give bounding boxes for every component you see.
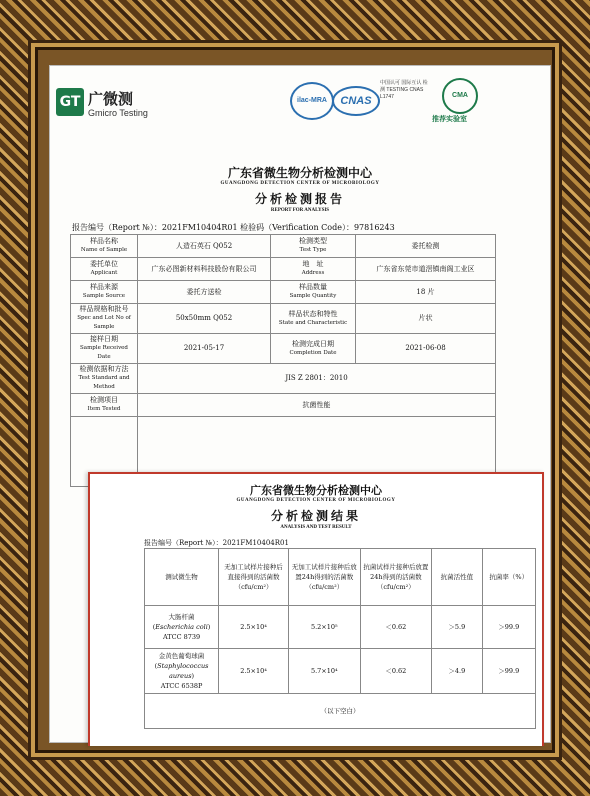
info-label: 样品规格和批号 Spec and Lot No of Sample (71, 304, 138, 334)
info-label: 样品数量 Sample Quantity (271, 281, 356, 304)
result-title-en: GUANGDONG DETECTION CENTER OF MICROBIOLOGY (236, 498, 396, 503)
result-sheet (88, 472, 544, 746)
result-header-cell: 无加工试样片接种后直接得到的活菌数（cfu/cm²） (219, 549, 289, 606)
info-value: 广东必图新材料科技股份有限公司 (138, 258, 271, 281)
info-value: 片状 (356, 304, 496, 334)
result-row (145, 649, 536, 694)
brand-name: 广微测 (88, 90, 134, 108)
result-value: ＞99.9 (482, 606, 536, 649)
info-row (71, 304, 496, 334)
result-title: 广东省微生物分析检测中心 (250, 484, 382, 497)
result-header-cell: 测试微生物 (145, 549, 219, 606)
info-row (71, 334, 496, 364)
result-value: ＜0.62 (360, 649, 432, 694)
result-value: 2.5×10⁴ (219, 649, 289, 694)
cnas-text: 中国认可 国际互认 检测 TESTING CNAS L1747 (380, 80, 428, 100)
info-label: 检测完成日期 Completion Date (271, 334, 356, 364)
info-value: 2021-06-08 (356, 334, 496, 364)
sample-info-table (70, 234, 496, 487)
blank-row (145, 694, 536, 729)
cma-label: 推荐实验室 (432, 115, 467, 123)
brand-logo: GT (56, 88, 84, 116)
microbe-name: 金黄色葡萄球菌 (Staphylococcus aureus) ATCC 6538P (145, 649, 219, 694)
info-label: 委托单位 Applicant (71, 258, 138, 281)
item-value: 抗菌性能 (138, 394, 496, 417)
info-value: 18 片 (356, 281, 496, 304)
info-row (71, 281, 496, 304)
result-header-row (145, 549, 536, 606)
method-row: 检测依据和方法 Test Standard and Method JIS Z 2801：2010 (71, 364, 496, 394)
blank-note: （以下空白） (145, 694, 536, 729)
report-subtitle-en: REPORT FOR ANALYSIS (270, 208, 330, 213)
info-value: 委托方送检 (138, 281, 271, 304)
info-label: 接样日期 Sample Received Date (71, 334, 138, 364)
info-value: 广东省东莞市道滘镇南阁工业区 (356, 258, 496, 281)
info-label: 地 址 Address (271, 258, 356, 281)
result-value: 5.7×10⁴ (289, 649, 361, 694)
brand-name-en: Gmicro Testing (88, 108, 148, 118)
result-header-cell: 无加工试样片接种后放置24h得到的活菌数（cfu/cm²） (289, 549, 361, 606)
info-value: 委托检测 (356, 235, 496, 258)
microbe-name: 大肠杆菌 (Escherichia coli) ATCC 8739 (145, 606, 219, 649)
info-label: 样品状态和特性 State and Characteristic (271, 304, 356, 334)
info-value: 人造石英石 Q052 (138, 235, 271, 258)
report-number: 报告编号（Report №）：2021FM10404R01 检验码（Verification Code）：97816243 (72, 223, 395, 232)
result-value: ＞5.9 (432, 606, 482, 649)
result-header-cell: 抗菌率（%） (482, 549, 536, 606)
result-value: 5.2×10⁵ (289, 606, 361, 649)
item-row: 检测项目 Item Tested 抗菌性能 (71, 394, 496, 417)
result-table (144, 548, 536, 729)
info-value: 50x50mm Q052 (138, 304, 271, 334)
info-label: 检测类型 Test Type (271, 235, 356, 258)
info-row (71, 235, 496, 258)
info-row (71, 258, 496, 281)
result-header-cell: 抗菌试样片接种后放置24h得到的活菌数（cfu/cm²） (360, 549, 432, 606)
result-value: ＜0.62 (360, 606, 432, 649)
report-title: 广东省微生物分析检测中心 (227, 166, 372, 180)
method-value: JIS Z 2801：2010 (138, 364, 496, 394)
report-title-en: GUANGDONG DETECTION CENTER OF MICROBIOLOGY (220, 181, 380, 186)
result-value: 2.5×10⁴ (219, 606, 289, 649)
report-subtitle: 分析检测报告 (254, 192, 345, 206)
info-label: 样品来源 Sample Source (71, 281, 138, 304)
info-value: 2021-05-17 (138, 334, 271, 364)
result-header-cell: 抗菌活性值 (432, 549, 482, 606)
result-subtitle: 分析检测结果 (270, 509, 361, 523)
ilac-mra-logo: ilac-MRA (290, 82, 334, 120)
cnas-logo: CNAS (332, 86, 380, 116)
result-report-number: 报告编号（Report №）：2021FM10404R01 (144, 539, 289, 547)
cma-logo: CMA (442, 78, 478, 114)
result-row (145, 606, 536, 649)
result-value: ＞4.9 (432, 649, 482, 694)
info-label: 样品名称 Name of Sample (71, 235, 138, 258)
result-subtitle-en: ANALYSIS AND TEST RESULT (280, 525, 352, 530)
result-value: ＞99.9 (482, 649, 536, 694)
